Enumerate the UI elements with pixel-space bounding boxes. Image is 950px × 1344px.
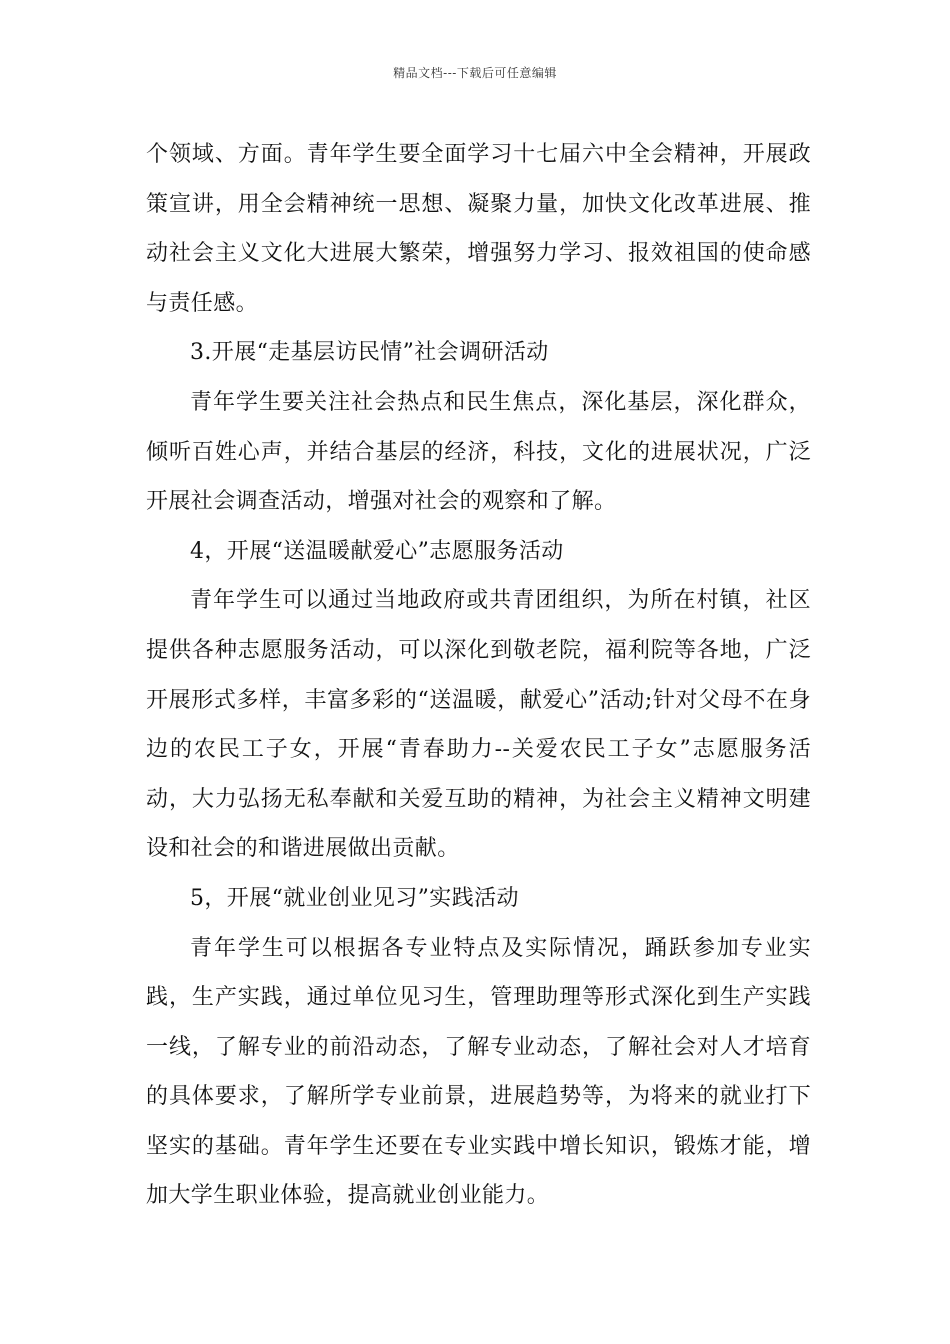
paragraph-section-4: 青年学生可以通过当地政府或共青团组织，为所在村镇，社区提供各种志愿服务活动，可以深化到敬老院，福利院等各地，广泛开展形式多样，丰富多彩的“送温暖，献爱心”活动;针对父母不在身边的农民工子女，开展“青春助力--关爱农民工子女”志愿服务活动，大力弘扬无私奉献和关爱互助的精神，为社会主义精神文明建设和社会的和谐进展做出贡献。 (146, 588, 811, 862)
document-body (146, 130, 811, 1221)
section-heading-3: 3.开展“走基层访民情”社会调研活动 (190, 340, 549, 366)
paragraph-continuation: 个领域、方面。青年学生要全面学习十七届六中全会精神，开展政策宣讲，用全会精神统一思想、凝聚力量，加快文化改革进展、推动社会主义文化大进展大繁荣，增强努力学习、报效祖国的使命感与责任感。 (146, 142, 811, 316)
section-heading-4: 4，开展“送温暖献爱心”志愿服务活动 (190, 538, 564, 564)
section-heading-5: 5，开展“就业创业见习”实践活动 (190, 885, 519, 911)
paragraph-section-5: 青年学生可以根据各专业特点及实际情况，踊跃参加专业实践，生产实践，通过单位见习生，管理助理等形式深化到生产实践一线，了解专业的前沿动态，了解专业动态，了解社会对人才培育的具体要求，了解所学专业前景，进展趋势等，为将来的就业打下坚实的基础。青年学生还要在专业实践中增长知识，锻炼才能，增加大学生职业体验，提高就业创业能力。 (146, 935, 811, 1209)
paragraph-section-3: 青年学生要关注社会热点和民生焦点，深化基层，深化群众，倾听百姓心声，并结合基层的经济，科技，文化的进展状况，广泛开展社会调查活动，增强对社会的观察和了解。 (146, 389, 811, 515)
page-header: 精品文档---下载后可任意编辑 (393, 66, 557, 80)
